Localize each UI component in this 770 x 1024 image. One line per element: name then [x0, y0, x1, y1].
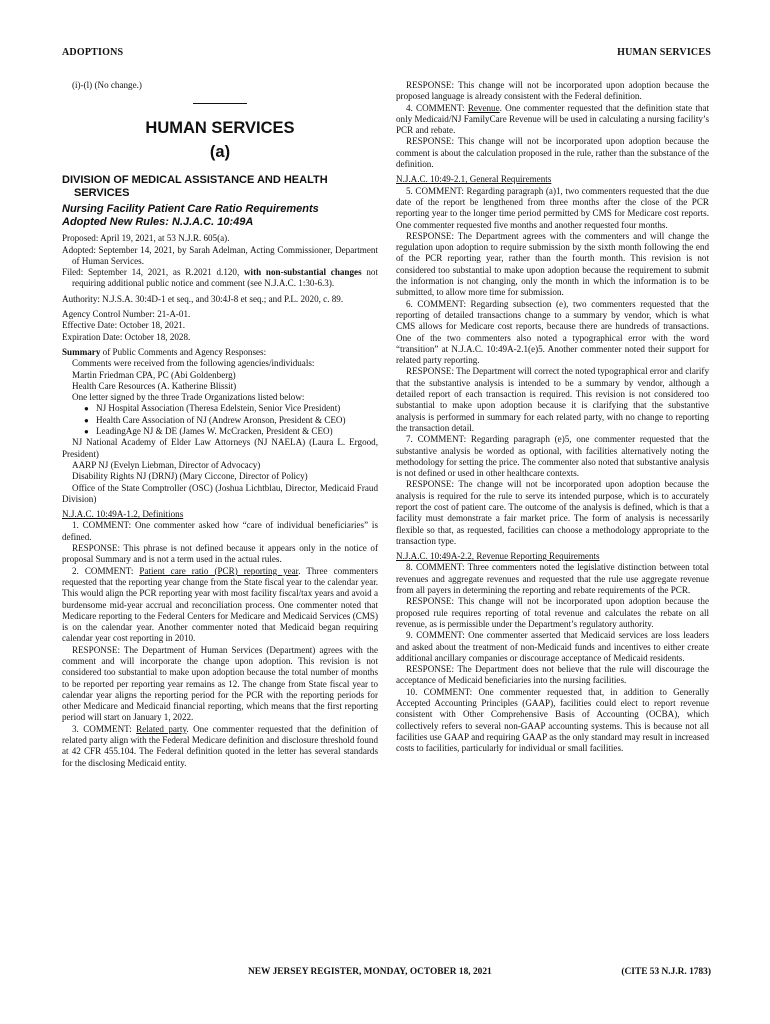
comment-paragraph: 5. COMMENT: Regarding paragraph (a)1, two commenters requested that the due date of the report be lengthened from three months after the close of the PCR reporting year to the longer time period permitted by CMS for Medicare cost reports. One commenter requested five months and another requested four months.	[396, 185, 709, 230]
response-paragraph: RESPONSE: The Department will correct the noted typographical error and clarify that the substantive analysis is intended to be a summary by vendor, although a detailed report of each transaction is required. This revision is not considered too substantial to make upon adoption because it is clarifying that the substantive analysis is performed in summary for each related party, with no change to reporting the transaction detail.	[396, 366, 709, 433]
comment-paragraph	[396, 103, 709, 137]
agency-subtitle: (a)	[209, 143, 231, 162]
division-heading: DIVISION OF MEDICAL ASSISTANCE AND HEALTH SERVICES	[62, 174, 328, 199]
comment-post: . One commenter requested that the definition state that only Medicaid/NJ FamilyCare Revenue will be used in calculating a nursing facility’s PCR and rebate.	[396, 102, 710, 136]
section-heading	[396, 174, 709, 185]
response-paragraph: RESPONSE: This change will not be incorporated upon adoption because the proposed rule requires reporting of total revenue and calculates the rebate on all revenue, as is permissible under the Department’s regulatory authority.	[396, 596, 709, 629]
commenter-item: Health Care Resources (A. Katherine Blissit)	[72, 380, 237, 391]
rule-adopted: Adopted New Rules: N.J.A.C. 10:49A	[62, 216, 254, 229]
running-header-left: ADOPTIONS	[62, 47, 124, 58]
section-heading-text: N.J.A.C. 10:49-2.1, General Requirements	[396, 174, 552, 185]
commenter-item: AARP NJ (Evelyn Liebman, Director of Advocacy)	[72, 459, 261, 470]
comment-term: Revenue	[467, 102, 500, 113]
summary-bold: Summary	[62, 346, 101, 357]
agency-title: HUMAN SERVICES	[145, 119, 295, 138]
comment-paragraph	[62, 566, 378, 645]
comment-pre: 3. COMMENT:	[72, 723, 137, 734]
commenter-item: Disability Rights NJ (DRNJ) (Mary Ciccone, Director of Policy)	[72, 471, 308, 482]
expiration-date: Expiration Date: October 18, 2028.	[62, 331, 191, 342]
comment-post: . Three commenters requested that the reporting year change from the State fiscal year to the calendar year. This would align the PCR reporting year with most facility fiscal/tax years and avoid a burdensome mid-year accrual and reconciliation process. One commenter noted that Medicare reporting to the Federal Centers for Medicare and Medicaid Services (CMS) is on the calendar year. Another commenter noted that Medicaid began requiring calendar year cost reporting in 2010.	[62, 565, 378, 644]
commenter-item: Office of the State Comptroller (OSC) (Joshua Lichtblau, Director, Medicaid Fraud Division)	[62, 482, 378, 504]
comment-paragraph: 8. COMMENT: Three commenters noted the legislative distinction between total revenues and aggregate revenues and requested that the rule use aggregate revenue from all payers in determining the reporting and rebate requirements of the PCR.	[396, 562, 709, 596]
commenter-item: Martin Friedman CPA, PC (Abi Goldenberg)	[72, 369, 236, 380]
effective-date: Effective Date: October 18, 2021.	[62, 320, 186, 331]
section-heading	[62, 509, 378, 520]
comment-paragraph	[62, 724, 378, 769]
comment-paragraph: 7. COMMENT: Regarding paragraph (e)5, one commenter requested that the substantive analysis be worded as optional, with facilities alternatively noting the methodology for setting the price. The commenter also noted that substantive analysis is not defined or used in other healthcare contexts.	[396, 434, 709, 479]
response-paragraph: RESPONSE: The Department of Human Services (Department) agrees with the comment and will incorporate the change upon adoption. This revision is not considered too substantial to make upon adoption because the total number of months to be reported per reporting year remains as 12. The change from State fiscal year to calendar year aligns the reporting period for the PCR with the reporting periods for other Medicare and Medicaid financial reporting, which means that the first reporting period will start on January 1, 2022.	[62, 644, 378, 723]
comment-post: . One commenter requested that the definition of related party align with the Federal Medicare definition and disclosure threshold found at 42 CFR 455.104. The Federal definition quoted in the letter has several standards for the disclosing Medicaid entity.	[62, 723, 378, 768]
commenter-item: NJ National Academy of Elder Law Attorneys (NJ NAELA) (Laura L. Ergood, President)	[62, 437, 378, 459]
response-paragraph: RESPONSE: This change will not be incorporated upon adoption because the proposed language is already consistent with the Federal definition.	[396, 80, 709, 102]
summary-rest: of Public Comments and Agency Responses:	[100, 346, 267, 357]
no-change-line: (i)-(l) (No change.)	[72, 80, 142, 90]
commenter-item: One letter signed by the three Trade Organizations listed below:	[72, 392, 305, 403]
comment-paragraph: 1. COMMENT: One commenter asked how “care of individual beneficiaries” is defined.	[62, 520, 378, 542]
filed-text-post: not requiring additional public notice and comment (see N.J.A.C. 1:30-6.3).	[72, 267, 378, 289]
comment-term: Related party	[136, 723, 187, 734]
rule-title: Nursing Facility Patient Care Ratio Requirements	[62, 203, 319, 216]
response-paragraph: RESPONSE: The Department does not believe that the rule will discourage the acceptance of Medicaid beneficiaries into the nursing facilities.	[396, 664, 709, 686]
commenter-intro: Comments were received from the following agencies/individuals:	[72, 358, 315, 369]
response-paragraph: RESPONSE: The change will not be incorporated upon adoption because the analysis is required for the rule to serve its intended purpose, which is to accurately report the cost of patient care. The outcome of the analysis is defined, which is that a facility must demonstrate a fair market price. The form of analysis is necessarily flexible so that, as requested, facilities can choose a methodology appropriate to the transaction type.	[396, 479, 709, 546]
running-header-right: HUMAN SERVICES	[617, 47, 711, 58]
comment-paragraph: 10. COMMENT: One commenter requested that, in addition to Generally Accepted Accounting Principles (GAAP), facilities could elect to report revenue consistent with Other Comprehensive Basis of Accounting (OCBA), which collectively refers to several non-GAAP accounting systems. This is because not all facilities use GAAP and requiring GAAP as the only standard may result in increased costs to facilities, particularly for individual or small facilities.	[396, 686, 709, 754]
response-paragraph: RESPONSE: The Department agrees with the commenters and will change the regulation upon adoption to require submission by the sixth month following the end of the PCR reporting year, rather than the fourth month. This revision is not considered too substantial to make upon adoption because the requirement to submit the information is not changing, only the month in which the information is to be submitted, to allow more time for submission.	[396, 230, 709, 298]
right-column	[396, 80, 709, 755]
section-heading-text: N.J.A.C. 10:49A-2.2, Revenue Reporting Requirements	[396, 551, 600, 562]
bullet-item: ● LeadingAge NJ & DE (James W. McCracken, President & CEO)	[62, 426, 378, 437]
bullet-item: ● NJ Hospital Association (Theresa Edelstein, Senior Vice President)	[62, 403, 378, 414]
footer-register: NEW JERSEY REGISTER, MONDAY, OCTOBER 18, 2021	[248, 967, 492, 977]
left-column	[62, 80, 378, 769]
section-divider	[193, 103, 247, 104]
comment-pre: 4. COMMENT:	[406, 102, 468, 113]
proposed-line: Proposed: April 19, 2021, at 53 N.J.R. 605(a).	[62, 233, 230, 244]
footer-citation: (CITE 53 N.J.R. 1783)	[621, 967, 711, 977]
comment-paragraph: 6. COMMENT: Regarding subsection (e), two commenters requested that the reporting of detailed transactions change to a summary by vendor, which is what CMS allows for Medicare cost reports, because there are hundreds of transactions. One of the two commenters also noted a typographical error with the word “transition” at N.J.A.C. 10:49A-2.1(e)5. Another commenter noted their support for related party reporting.	[396, 298, 709, 366]
filed-line	[62, 267, 378, 290]
adopted-line: Adopted: September 14, 2021, by Sarah Adelman, Acting Commissioner, Department of Human Services.	[62, 244, 378, 266]
comment-pre: 2. COMMENT:	[72, 565, 140, 576]
summary-heading	[62, 347, 378, 358]
response-paragraph: RESPONSE: This change will not be incorporated upon adoption because the comment is about the calculation proposed in the rule, rather than the substance of the definition.	[396, 136, 709, 170]
authority-line: Authority: N.J.S.A. 30:4D-1 et seq., and 30:4J-8 et seq.; and P.L. 2020, c. 89.	[62, 293, 344, 304]
comment-paragraph: 9. COMMENT: One commenter asserted that Medicaid services are loss leaders and asked about the treatment of non-Medicaid funds and incentives to either create additional ancillary companies or discourage acceptance of Medicaid residents.	[396, 630, 709, 663]
section-heading-text: N.J.A.C. 10:49A-1.2, Definitions	[62, 509, 184, 520]
bullet-item: ● Health Care Association of NJ (Andrew Aronson, President & CEO)	[62, 415, 378, 426]
control-number: Agency Control Number: 21-A-01.	[62, 309, 191, 320]
filed-text-pre: Filed: September 14, 2021, as R.2021 d.120,	[62, 267, 244, 278]
filed-text-bold: with non-substantial changes	[243, 267, 362, 278]
comment-term: Patient care ratio (PCR) reporting year	[139, 565, 299, 576]
section-heading	[396, 551, 709, 562]
response-paragraph: RESPONSE: This phrase is not defined because it appears only in the notice of proposal Summary and is not a term used in the actual rules.	[62, 543, 378, 565]
